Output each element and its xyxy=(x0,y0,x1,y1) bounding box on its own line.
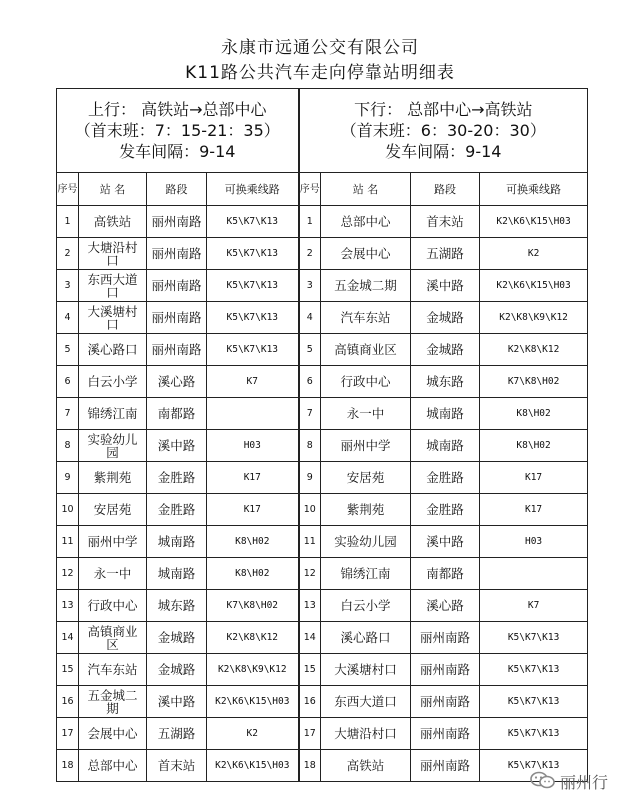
down-transfer-cell: K5\K7\K13 xyxy=(480,622,588,654)
down-interval: 发车间隔：9-14 xyxy=(385,142,502,161)
up-transfer-cell: K5\K7\K13 xyxy=(207,302,299,334)
up-station-cell: 总部中心 xyxy=(79,750,147,782)
col-station: 站 名 xyxy=(79,173,147,206)
down-road-cell: 金胜路 xyxy=(411,462,480,494)
down-transfer-cell: K7\K8\H02 xyxy=(480,366,588,398)
watermark xyxy=(530,770,630,792)
down-station-cell: 东西大道口 xyxy=(321,686,411,718)
table-row xyxy=(57,270,588,302)
up-transfer-cell: K2\K6\K15\H03 xyxy=(207,686,299,718)
down-transfer-cell: K8\H02 xyxy=(480,430,588,462)
down-road-cell: 丽州南路 xyxy=(411,750,480,782)
col-station: 站 名 xyxy=(321,173,411,206)
up-transfer-cell: K8\H02 xyxy=(207,558,299,590)
table-row xyxy=(57,334,588,366)
up-times: （首末班：7：15-21：35） xyxy=(74,121,280,140)
down-seq-cell: 3 xyxy=(299,270,321,302)
up-station-cell: 紫荆苑 xyxy=(79,462,147,494)
table-row xyxy=(57,622,588,654)
up-station-cell: 永一中 xyxy=(79,558,147,590)
schedule-table xyxy=(56,88,588,782)
table-row xyxy=(57,398,588,430)
down-road-cell: 丽州南路 xyxy=(411,654,480,686)
up-transfer-cell: K2\K8\K9\K12 xyxy=(207,654,299,686)
up-station-cell: 溪心路口 xyxy=(79,334,147,366)
down-station-cell: 永一中 xyxy=(321,398,411,430)
down-road-cell: 南都路 xyxy=(411,558,480,590)
up-seq-cell: 8 xyxy=(57,430,79,462)
up-station-cell: 大溪塘村口 xyxy=(79,302,147,334)
down-station-cell: 实验幼儿园 xyxy=(321,526,411,558)
table-row xyxy=(57,750,588,782)
up-road-cell: 丽州南路 xyxy=(147,334,207,366)
up-interval: 发车间隔：9-14 xyxy=(119,142,236,161)
company-title: 永康市远通公交有限公司 xyxy=(221,38,419,58)
up-station-cell: 丽州中学 xyxy=(79,526,147,558)
table-row xyxy=(57,238,588,270)
down-station-cell: 紫荆苑 xyxy=(321,494,411,526)
up-station-cell: 高铁站 xyxy=(79,206,147,238)
down-road-cell: 城南路 xyxy=(411,430,480,462)
table-row xyxy=(57,686,588,718)
up-seq-cell: 5 xyxy=(57,334,79,366)
up-seq-cell: 6 xyxy=(57,366,79,398)
down-seq-cell: 2 xyxy=(299,238,321,270)
up-seq-cell: 3 xyxy=(57,270,79,302)
wechat-icon xyxy=(530,771,556,789)
down-seq-cell: 17 xyxy=(299,718,321,750)
down-transfer-cell: K7 xyxy=(480,590,588,622)
table-row xyxy=(57,494,588,526)
up-transfer-cell: K2\K6\K15\H03 xyxy=(207,750,299,782)
down-station-cell: 行政中心 xyxy=(321,366,411,398)
down-road-cell: 溪中路 xyxy=(411,526,480,558)
table-row xyxy=(57,462,588,494)
table-row xyxy=(57,526,588,558)
down-road-cell: 丽州南路 xyxy=(411,718,480,750)
down-seq-cell: 1 xyxy=(299,206,321,238)
col-seq: 序号 xyxy=(57,173,79,206)
up-seq-cell: 12 xyxy=(57,558,79,590)
down-seq-cell: 12 xyxy=(299,558,321,590)
up-transfer-cell: K17 xyxy=(207,494,299,526)
down-transfer-cell: K5\K7\K13 xyxy=(480,686,588,718)
up-road-cell: 金胜路 xyxy=(147,494,207,526)
down-road-cell: 五湖路 xyxy=(411,238,480,270)
down-seq-cell: 15 xyxy=(299,654,321,686)
up-transfer-cell: K5\K7\K13 xyxy=(207,334,299,366)
down-seq-cell: 7 xyxy=(299,398,321,430)
down-station-cell: 安居苑 xyxy=(321,462,411,494)
down-transfer-cell xyxy=(480,558,588,590)
down-road-cell: 溪心路 xyxy=(411,590,480,622)
down-station-cell: 高镇商业区 xyxy=(321,334,411,366)
down-station-cell: 溪心路口 xyxy=(321,622,411,654)
table-row xyxy=(57,430,588,462)
up-station-cell: 行政中心 xyxy=(79,590,147,622)
up-transfer-cell: K2\K8\K12 xyxy=(207,622,299,654)
up-road-cell: 溪中路 xyxy=(147,430,207,462)
down-transfer-cell: K2\K6\K15\H03 xyxy=(480,270,588,302)
up-seq-cell: 11 xyxy=(57,526,79,558)
down-transfer-cell: K17 xyxy=(480,462,588,494)
down-seq-cell: 16 xyxy=(299,686,321,718)
up-seq-cell: 10 xyxy=(57,494,79,526)
up-station-cell: 实验幼儿园 xyxy=(79,430,147,462)
down-seq-cell: 10 xyxy=(299,494,321,526)
up-transfer-cell xyxy=(207,398,299,430)
down-station-cell: 五金城二期 xyxy=(321,270,411,302)
up-road-cell: 丽州南路 xyxy=(147,302,207,334)
down-station-cell: 白云小学 xyxy=(321,590,411,622)
up-road-cell: 五湖路 xyxy=(147,718,207,750)
down-road-cell: 金城路 xyxy=(411,302,480,334)
up-station-cell: 东西大道口 xyxy=(79,270,147,302)
up-road-cell: 南都路 xyxy=(147,398,207,430)
table-row xyxy=(57,366,588,398)
down-seq-cell: 9 xyxy=(299,462,321,494)
up-station-cell: 汽车东站 xyxy=(79,654,147,686)
down-station-cell: 汽车东站 xyxy=(321,302,411,334)
down-road-cell: 首末站 xyxy=(411,206,480,238)
table-row xyxy=(57,206,588,238)
down-road-cell: 金城路 xyxy=(411,334,480,366)
up-station-cell: 大塘沿村口 xyxy=(79,238,147,270)
up-transfer-cell: K7\K8\H02 xyxy=(207,590,299,622)
up-road-cell: 城东路 xyxy=(147,590,207,622)
col-transfer: 可换乘线路 xyxy=(480,173,588,206)
up-transfer-cell: K7 xyxy=(207,366,299,398)
watermark-text: 丽州行 xyxy=(560,773,609,792)
up-seq-cell: 4 xyxy=(57,302,79,334)
col-transfer: 可换乘线路 xyxy=(207,173,299,206)
up-road-cell: 金城路 xyxy=(147,622,207,654)
up-seq-cell: 7 xyxy=(57,398,79,430)
up-transfer-cell: K8\H02 xyxy=(207,526,299,558)
down-transfer-cell: K5\K7\K13 xyxy=(480,654,588,686)
up-seq-cell: 2 xyxy=(57,238,79,270)
down-seq-cell: 5 xyxy=(299,334,321,366)
up-seq-cell: 18 xyxy=(57,750,79,782)
up-road-cell: 溪心路 xyxy=(147,366,207,398)
up-seq-cell: 1 xyxy=(57,206,79,238)
down-transfer-cell: H03 xyxy=(480,526,588,558)
down-direction: 下行： 总部中心→高铁站 xyxy=(354,100,533,119)
down-station-cell: 高铁站 xyxy=(321,750,411,782)
up-road-cell: 城南路 xyxy=(147,558,207,590)
col-seq: 序号 xyxy=(299,173,321,206)
down-road-cell: 丽州南路 xyxy=(411,622,480,654)
up-station-cell: 会展中心 xyxy=(79,718,147,750)
up-seq-cell: 16 xyxy=(57,686,79,718)
col-road: 路段 xyxy=(411,173,480,206)
down-transfer-cell: K2\K8\K12 xyxy=(480,334,588,366)
up-seq-cell: 15 xyxy=(57,654,79,686)
up-seq-cell: 17 xyxy=(57,718,79,750)
down-seq-cell: 13 xyxy=(299,590,321,622)
down-road-cell: 溪中路 xyxy=(411,270,480,302)
down-station-cell: 总部中心 xyxy=(321,206,411,238)
col-road: 路段 xyxy=(147,173,207,206)
down-station-cell: 锦绣江南 xyxy=(321,558,411,590)
up-road-cell: 金胜路 xyxy=(147,462,207,494)
down-transfer-cell: K5\K7\K13 xyxy=(480,750,588,782)
down-station-cell: 会展中心 xyxy=(321,238,411,270)
up-transfer-cell: H03 xyxy=(207,430,299,462)
down-transfer-cell: K8\H02 xyxy=(480,398,588,430)
down-transfer-cell: K2\K6\K15\H03 xyxy=(480,206,588,238)
down-seq-cell: 4 xyxy=(299,302,321,334)
up-transfer-cell: K5\K7\K13 xyxy=(207,206,299,238)
up-seq-cell: 14 xyxy=(57,622,79,654)
down-road-cell: 城南路 xyxy=(411,398,480,430)
up-road-cell: 丽州南路 xyxy=(147,238,207,270)
table-row xyxy=(57,718,588,750)
down-seq-cell: 6 xyxy=(299,366,321,398)
table-row xyxy=(57,590,588,622)
up-transfer-cell: K5\K7\K13 xyxy=(207,270,299,302)
down-station-cell: 丽州中学 xyxy=(321,430,411,462)
up-seq-cell: 13 xyxy=(57,590,79,622)
up-road-cell: 首末站 xyxy=(147,750,207,782)
table-row xyxy=(57,654,588,686)
down-transfer-cell: K2 xyxy=(480,238,588,270)
down-transfer-cell: K5\K7\K13 xyxy=(480,718,588,750)
down-times: （首末班：6：30-20：30） xyxy=(340,121,546,140)
down-seq-cell: 11 xyxy=(299,526,321,558)
down-transfer-cell: K2\K8\K9\K12 xyxy=(480,302,588,334)
up-transfer-cell: K17 xyxy=(207,462,299,494)
up-transfer-cell: K5\K7\K13 xyxy=(207,238,299,270)
down-station-cell: 大塘沿村口 xyxy=(321,718,411,750)
up-station-cell: 安居苑 xyxy=(79,494,147,526)
up-direction-header xyxy=(57,89,299,173)
table-row xyxy=(57,558,588,590)
up-road-cell: 丽州南路 xyxy=(147,206,207,238)
down-road-cell: 丽州南路 xyxy=(411,686,480,718)
down-seq-cell: 8 xyxy=(299,430,321,462)
down-seq-cell: 18 xyxy=(299,750,321,782)
up-road-cell: 丽州南路 xyxy=(147,270,207,302)
down-direction-header xyxy=(299,89,588,173)
table-title: K11路公共汽车走向停靠站明细表 xyxy=(185,63,455,83)
up-station-cell: 白云小学 xyxy=(79,366,147,398)
up-transfer-cell: K2 xyxy=(207,718,299,750)
up-seq-cell: 9 xyxy=(57,462,79,494)
up-direction: 上行： 高铁站→总部中心 xyxy=(88,100,267,119)
down-road-cell: 城东路 xyxy=(411,366,480,398)
up-station-cell: 五金城二期 xyxy=(79,686,147,718)
up-road-cell: 溪中路 xyxy=(147,686,207,718)
down-road-cell: 金胜路 xyxy=(411,494,480,526)
down-seq-cell: 14 xyxy=(299,622,321,654)
down-station-cell: 大溪塘村口 xyxy=(321,654,411,686)
up-station-cell: 锦绣江南 xyxy=(79,398,147,430)
down-transfer-cell: K17 xyxy=(480,494,588,526)
up-station-cell: 高镇商业区 xyxy=(79,622,147,654)
column-header-row xyxy=(57,173,588,206)
up-road-cell: 金城路 xyxy=(147,654,207,686)
up-road-cell: 城南路 xyxy=(147,526,207,558)
table-row xyxy=(57,302,588,334)
